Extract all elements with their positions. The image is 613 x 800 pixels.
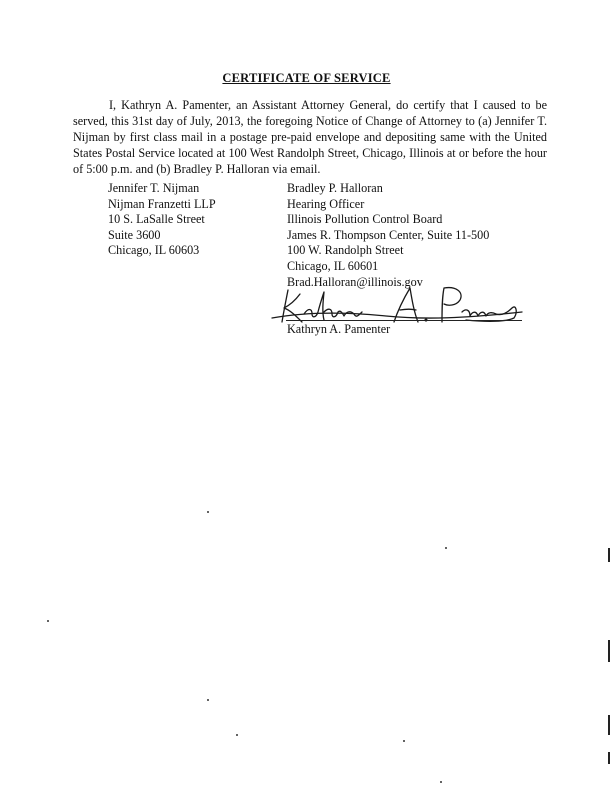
address-line: Illinois Pollution Control Board bbox=[287, 212, 443, 227]
scan-edge-mark bbox=[608, 752, 610, 764]
recipient-address-right bbox=[287, 181, 489, 290]
address-line: Nijman Franzetti LLP bbox=[108, 196, 216, 211]
address-line: Hearing Officer bbox=[287, 196, 365, 211]
address-line: 100 W. Randolph Street bbox=[287, 243, 404, 258]
address-line: Jennifer T. Nijman bbox=[108, 181, 200, 195]
scan-speck bbox=[236, 734, 238, 736]
signer-name: Kathryn A. Pamenter bbox=[287, 322, 391, 336]
address-line: Bradley P. Halloran bbox=[287, 181, 383, 195]
address-line: Chicago, IL 60603 bbox=[108, 243, 200, 258]
address-line: James R. Thompson Center, Suite 11-500 bbox=[287, 227, 490, 242]
scan-speck bbox=[403, 740, 405, 742]
scan-speck bbox=[207, 511, 209, 513]
scan-edge-mark bbox=[608, 548, 610, 562]
scan-speck bbox=[445, 547, 447, 549]
scan-speck bbox=[440, 781, 442, 783]
scan-speck bbox=[207, 699, 209, 701]
signature-line bbox=[286, 320, 522, 321]
address-line: Chicago, IL 60601 bbox=[287, 258, 379, 273]
address-line: Suite 3600 bbox=[108, 227, 161, 242]
scan-edge-mark bbox=[608, 715, 610, 735]
scan-edge-mark bbox=[608, 640, 610, 662]
certificate-body: I, Kathryn A. Pamenter, an Assistant Attorney General, do certify that I caused to be served, this 31st day of July, 2013, the foregoing Notice of Change of Attorney to (a) Jennifer T. Nijman by first class mail in a postage pre-paid envelope and depositing same with the United States Postal Service located at 100 West Randolph Street, Chicago, Illinois at or before the hour of 5:00 p.m. and (b) Bradley P. Halloran via email. bbox=[73, 98, 547, 176]
document-title: CERTIFICATE OF SERVICE bbox=[222, 71, 391, 85]
recipient-address-left bbox=[108, 181, 216, 259]
scan-speck bbox=[47, 620, 49, 622]
email-address: Brad.Halloran@illinois.gov bbox=[287, 274, 423, 289]
address-line: 10 S. LaSalle Street bbox=[108, 212, 205, 227]
